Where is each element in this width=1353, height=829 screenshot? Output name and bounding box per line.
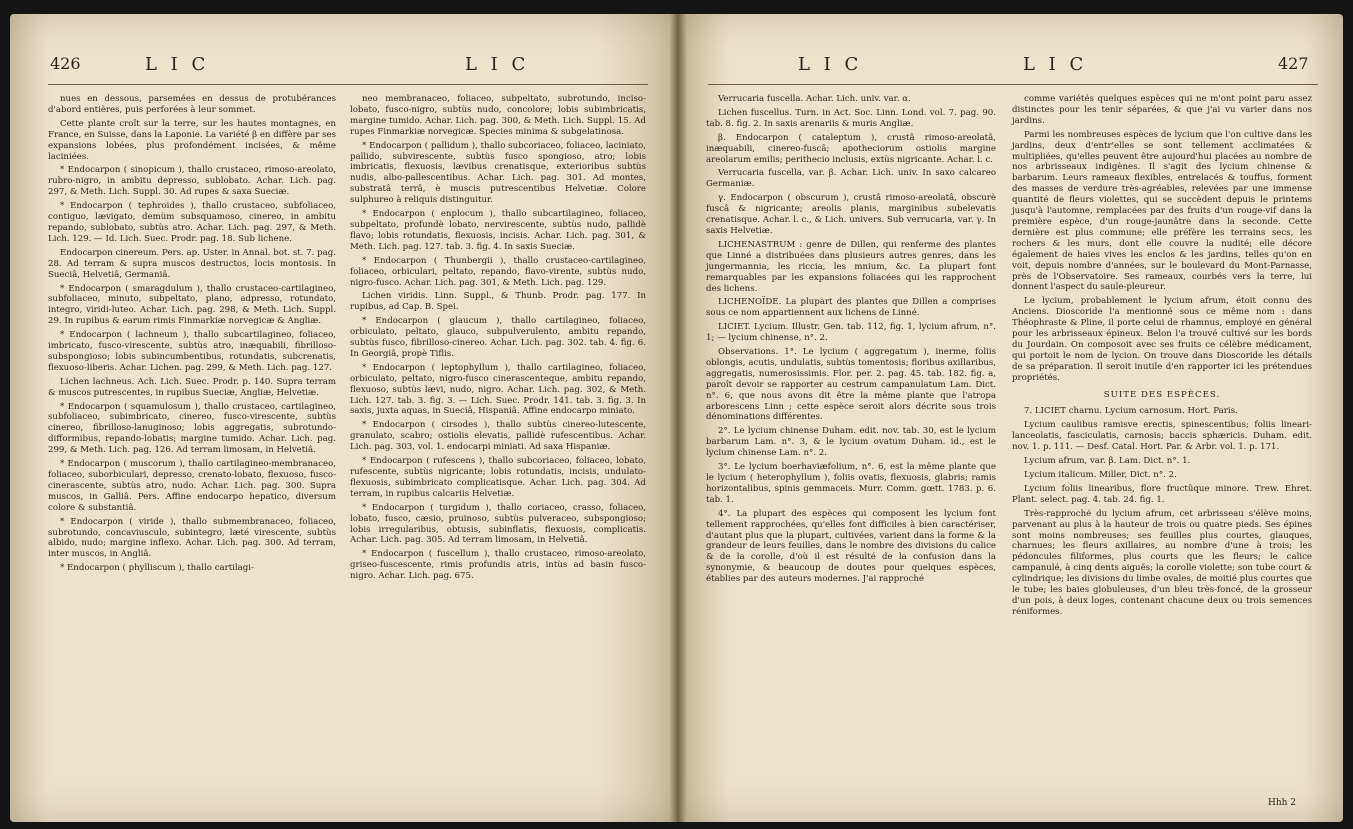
header-rule	[48, 84, 648, 85]
paragraph: nues en dessous, parsemées en dessus de protubérances d'abord entières, puis perforées à leur sommet.	[48, 94, 336, 115]
right-page-column-2	[1012, 94, 1312, 621]
paragraph: Lichen lachneus. Ach. Lich. Suec. Prodr. p. 140. Supra terram & muscos putrescentes, in rupibus Sueciæ, Angliæ, Helvetiæ.	[48, 376, 336, 398]
paragraph: * Endocarpon ( pallidum ), thallo subcoriaceo, foliaceo, laciniato, pallido, subvirescente, subtùs fusco spongioso, atro; lobis imbricatis, flexuosis, lævibus crenatisque, exterioribus subtùs nudis, albo-pallescentibus. Achar. Lich. pag. 301. Ad montes, substratâ terrâ, è muscis putrescentibus Helvetiæ. Colore sulphureo à reliquis distinguitur.	[350, 140, 646, 206]
running-header-right-col2: L I C	[1023, 54, 1088, 75]
paragraph: Le lycium, probablement le lycium afrum, étoit connu des Anciens. Dioscoride l'a mentionné sous ce même nom : dans Théophraste & Pline, il porte celui de rhamnus, employé en général pour les arbrisseaux épineux. Belon l'a trouvé cultivé sur les bords du Jourdain. On composoit avec ses fruits ce célèbre médicament, qui portoit le nom de lycion. On trouve dans Dioscoride les détails de sa préparation. Il seroit inutile d'en rapporter ici les prétendues propriétés.	[1012, 296, 1312, 383]
paragraph: Lycium caulibus ramisve erectis, spinescentibus; foliis lineari-lanceolatis, fasciculatis, carnosis; baccis sphæricis. Duham. edit. nov. 1. p. 111. — Desf. Catal. Hort. Par. & Arbr. vol. 1. p. 171.	[1012, 420, 1312, 453]
running-header-left-col2: L I C	[465, 54, 530, 75]
paragraph: * Endocarpon ( enplocum ), thallo subcartilagineo, foliaceo, subpeltato, profundè lobato, nervirescente, subtùs nudo, pallidè flavo; lobis rotundatis, flexuosis, incisis. Achar. Lich. pag. 301, & Meth. Lich. pag. 127. tab. 3. fig. 4. In saxis Sueciæ.	[350, 209, 646, 252]
paragraph: β. Endocarpon ( cataleptum ), crustâ rimoso-areolatâ, inæquabili, cinereo-fuscâ; apotheciorum ostiolis margine areolarum emilis; perithecio inclusis, extùs nigricante. Achar. l. c.	[706, 132, 996, 165]
paragraph: 4°. La plupart des espèces qui composent les lycium font tellement rapprochées, qu'elles font difficiles à bien caractériser, d'autant plus que la plupart, cultivées, varient dans la forme & la grandeur de leurs feuilles, dans le nombre des divisions du calice & de la corolle, d'où il est résulté de la confusion dans la synonymie, & beaucoup de doutes pour quelques espèces, établies par des auteurs modernes. J'ai rapproché	[706, 508, 996, 585]
paragraph: * Endocarpon ( rufescens ), thallo subcoriaceo, foliaceo, lobato, rufescente, subtùs nigricante; lobis rotundatis, incisis, undulato-flexuosis, subimbricato complicatisque. Achar. Lich. pag. 304. Ad terram, in rupibus calcariis Helvetiæ.	[350, 456, 646, 499]
running-header-left-col1: L I C	[145, 54, 210, 75]
paragraph: Lichen viridis. Linn. Suppl., & Thunb. Prodr. pag. 177. In rupibus, ad Cap. B. Spei.	[350, 291, 646, 313]
paragraph: * Endocarpon ( phylliscum ), thallo cartilagi-	[60, 563, 254, 574]
paragraph: neo membranaceo, foliaceo, subpeltato, subrotundo, inciso-lobato, fusco-nigro, subtùs nudo, concolore; lobis subimbricatis, margine tumido. Achar. Lich. pag. 300, & Meth. Lich. Suppl. 15. Ad rupes Finmarkiæ norvegicæ. Species minima & subgelatinosa.	[350, 94, 646, 137]
paragraph: * Endocarpon ( Thunbergii ), thallo crustaceo-cartilagineo, foliaceo, orbiculari, peltato, repando, flavo-virente, subtùs nudo, nigro-fusco. Achar. Lich. pag. 301, & Meth. Lich. pag. 129.	[350, 255, 646, 288]
paragraph: Très-rapproché du lycium afrum, cet arbrisseau s'élève moins, parvenant au plus à la hauteur de trois ou quatre pieds. Ses épines sont moins nombreuses; ses feuilles plus courtes, glauques, charnues; les fleurs axillaires, au nombre d'une à trois; les pédoncules filiformes, plus courts que les fleurs; le calice campanulé, à cinq dents aiguës; la corolle violette; son tube court & cylindrique; les divisions du limbe ovales, de moitié plus courtes que le tube; les baies globuleuses, d'un bleu très-foncé, de la grosseur d'un pois, à deux loges, contenant chacune deux ou trois semences réniformes.	[1012, 508, 1313, 617]
right-page-column-1	[706, 94, 996, 588]
paragraph: * Endocarpon ( muscorum ), thallo cartilagineo-membranaceo, foliaceo, suborbiculari, depresso, crenato-lobato, flexuoso, fusco-cinerascente, subtùs atro, nudo. Achar. Lich. pag. 300. Supra muscos, in Galliâ. Pers. Affine endocarpo hepatico, diversum colore & substantiâ.	[48, 459, 336, 513]
paragraph: γ. Endocarpon ( obscurum ), crustâ rimoso-areolatâ, obscurè fuscâ & nigricante; areolis planis, marginibus subelevatis crenatisque. Achar. l. c., & Lich. univers. Sub verrucaria, var. γ. In saxis Helvetiæ.	[706, 193, 996, 236]
paragraph: Verrucaria fuscella, var. β. Achar. Lich. univ. In saxo calcareo Germaniæ.	[706, 168, 996, 190]
paragraph: * Endocarpon ( fuscellum ), thallo crustaceo, rimoso-areolato, griseo-fuscescente, rimis profundis atris, intùs ad basin fusco-nigro. Achar. Lich. pag. 675.	[350, 549, 646, 582]
header-rule	[708, 84, 1318, 85]
paragraph: * Endocarpon ( tephroides ), thallo crustaceo, subfoliaceo, contiguo, lævigato, demùm subsquamoso, cinereo, in ambitu repando, sublobato, subtùs atro. Achar. Lich. pag. 297, & Meth. Lich. 129. — Id. Lich. Suec. Prodr. pag. 18. Sub lichene.	[48, 201, 336, 244]
left-page-column-2	[350, 94, 646, 585]
running-header-right-col1: L I C	[798, 54, 863, 75]
open-book	[10, 14, 1343, 822]
signature-mark: Hhh 2	[1268, 798, 1297, 808]
paragraph: * Endocarpon ( glaucum ), thallo cartilagineo, foliaceo, orbiculato, peltato, glauco, subpulverulento, ambitu repando, subtùs fusco, fibrilloso-cinereo. Achar. Lich. pag. 302. tab. 4. fig. 6. In Georgiâ, propè Tiflis.	[350, 316, 646, 359]
paragraph: * Endocarpon ( leptophyllum ), thallo cartilagineo, foliaceo, orbiculato, peltato, nigro-fusco cinerascenteque, ambitu repando, flexuoso, subtùs lævi, nudo, nigro. Achar. Lich. pag. 302, & Meth. Lich. 127. tab. 3. fig. 3. — Lich. Suec. Prodr. 141. tab. 3. fig. 3. In saxis, juxta aquas, in Sueciâ, Hispaniâ. Affine endocarpo miniato.	[350, 362, 646, 417]
left-page-column-1	[48, 94, 336, 577]
paragraph: * Endocarpon ( turgidum ), thallo coriaceo, crasso, foliaceo, lobato, fusco, cæsio, pruinoso, subtùs pulveraceo, subspongioso; lobis irregularibus, obtusis, subinflatis, flexuosis, complicatis. Achar. Lich. pag. 305. Ad terram limosam, in Helvetiâ.	[350, 502, 646, 546]
book-gutter	[670, 14, 686, 822]
paragraph: * Endocarpon ( smaragdulum ), thallo crustaceo-cartilagineo, subfoliaceo, minuto, subpeltato, plano, adpresso, rotundato, integro, viridi-luteo. Achar. Lich. pag. 298, & Meth. Lich. Suppl. 29. In rupibus & earum rimis Finmarkiæ norvegicæ & Angliæ.	[48, 283, 336, 327]
paragraph: LICIET. Lycium. Illustr. Gen. tab. 112, fig. 1, lycium afrum, n°. 1; — lycium chinense, n°. 2.	[706, 322, 996, 344]
paragraph: LICHENASTRUM : genre de Dillen, qui renferme des plantes que Linné a distribuées dans plusieurs autres genres, dans les jungermannia, les riccia, les mnium, &c. La plupart font remarquables par les expansions foliacées qui les rapprochent des lichens.	[706, 239, 996, 294]
paragraph: SUITE DES ESPÈCES.	[1103, 389, 1221, 400]
left-page	[10, 14, 676, 822]
paragraph: * Endocarpon ( sinopicum ), thallo crustaceo, rimoso-areolato, rubro-nigro, in ambitu depresso, sublobato. Achar. Lich. pag. 297, & Meth. Lich. Suppl. 30. Ad rupes & saxa Sueciæ.	[48, 165, 336, 198]
paragraph: 3°. Le lycium boerhaviæfolium, n°. 6, est la même plante que le lycium ( heterophyllum ), foliis ovatis, flexuosis, glabris; ramis horizontalibus, spinis gemmaceis. Murr. Comm. gœtt. 1783. p. 6. tab. 1.	[706, 462, 996, 505]
paragraph: Lycium afrum, var. β. Lam. Dict. n°. 1.	[1024, 456, 1191, 467]
paragraph: Observations. 1°. Le lycium ( aggregatum ), inerme, foliis oblongis, acutis, undulatis, subtùs tomentosis; floribus axillaribus, aggregatis, numerosissimis. Flor. per. 2. pag. 45. tab. 182. fig. a, paroît devoir se rapporter au cestrum campanulatum Lam. Dict. n°. 6, que nous avons dit être la même plante que l'atropa arborescens Linn ; cette espèce seroit alors décrite sous trois dénominations différentes.	[706, 347, 996, 423]
paragraph: * Endocarpon ( squamulosum ), thallo crustaceo, cartilagineo, subfoliaceo, subimbricato, cinereo, fusco-virescente, subtùs cinereo, fibrilloso-lanuginoso; lobis aggregatis, subrotundo-difformibus, repando-lobatis; margine tumido. Achar. Lich. pag. 299, & Meth. Lich. pag. 126. Ad terram limosam, in Helvetiâ.	[48, 401, 336, 456]
paragraph: 2°. Le lycium chinense Duham. edit. nov. tab. 30, est le lycium barbarum Lam. n°. 3, & le lycium ovatum Duham. id., est le lycium chinense Lam. n°. 2.	[706, 426, 996, 459]
paragraph: 7. LICIET charnu. Lycium carnosum. Hort. Paris.	[1024, 406, 1238, 417]
page-number-left: 426	[50, 54, 81, 73]
page-number-right: 427	[1278, 54, 1309, 73]
paragraph: Cette plante croît sur la terre, sur les hautes montagnes, en France, en Suisse, dans la Laponie. La variété β en diffère par ses expansions lobées, plus profondément incisées, & même laciniées.	[48, 118, 336, 162]
paragraph: Endocarpon cinereum. Pers. ap. Uster. in Annal. bot. st. 7. pag. 28. Ad terram & supra muscos destructos, locis montosis. In Sueciâ, Helvetiâ, Germaniâ.	[48, 247, 336, 280]
paragraph: Verrucaria fuscella. Achar. Lich. univ. var. α.	[718, 94, 911, 104]
paragraph: Parmi les nombreuses espèces de lycium que l'on cultive dans les jardins, deux d'entr'elles se sont tellement acclimatées & multipliées, qu'elles peuvent être aujourd'hui placées au nombre de nos arbrisseaux indigènes. Il s'agit des lycium chinense & barbarum. Leurs rameaux flexibles, entrelacés & touffus, forment des masses de verdure très-agréables, relevées par une immense quantité de fleurs violettes, qui se succèdent depuis le printems jusqu'à l'automne, remplacées par des fruits d'un rouge-vif dans la première espèce, d'un rouge-jaunâtre dans la seconde. Cette dernière est plus commune; elle préfère les terrains secs, les rochers & les murs, dont elle couvre la nudité; elle décore également de haies vives les enclos & les jardins, telles qu'on en voit, depuis nombre d'années, sur le boulevard du Mont-Parnasse, près de l'Observatoire. Ses rameaux, courbés vers la terre, lui donnent l'aspect du saule-pleureur.	[1012, 129, 1312, 293]
paragraph: Lichen fuscellus. Turn. in Act. Soc. Linn. Lond. vol. 7. pag. 90. tab. 8. fig. 2. In saxis arenariis & muris Angliæ.	[706, 107, 996, 129]
paragraph: comme variétés quelques espèces qui ne m'ont point paru assez distinctes pour les tenir séparées, & que j'ai vu varier dans nos jardins.	[1012, 94, 1312, 126]
paragraph: * Endocarpon ( lachneum ), thallo subcartilagineo, foliaceo, imbricato, fusco-virescente, subtùs atro, inæquabili, fibrilloso-subspongioso; lobis subincumbentibus, rotundatis, subcrenatis, flexuoso-liberis. Achar. Lichen. pag. 299, & Meth. Lich. pag. 127.	[48, 330, 336, 373]
paragraph: * Endocarpon ( cirsodes ), thallo subtùs cinereo-lutescente, granulato, scabro; ostiolis elevatis, pallidè rufescentibus. Achar. Lich. pag. 303, vol. 1. endocarpi miniati. Ad saxa Hispaniæ.	[350, 420, 646, 453]
paragraph: Lycium italicum. Miller, Dict. n°. 2.	[1024, 470, 1177, 480]
paragraph: LICHENOÏDE. La plupart des plantes que Dillen a comprises sous ce nom appartiennent aux lichens de Linné.	[706, 297, 996, 319]
right-page	[678, 14, 1343, 822]
paragraph: Lycium foliis linearibus, flore fructûque minore. Trew. Ehret. Plant. select. pag. 4. tab. 24. fig. 1.	[1012, 483, 1312, 505]
paragraph: * Endocarpon ( viride ), thallo submembranaceo, foliaceo, subrotundo, concaviusculo, subintegro, læté virescente, subtùs albido, nudo; margine inflexo. Achar. Lich. pag. 300. Ad terram, inter muscos, in Angliâ.	[48, 516, 336, 560]
